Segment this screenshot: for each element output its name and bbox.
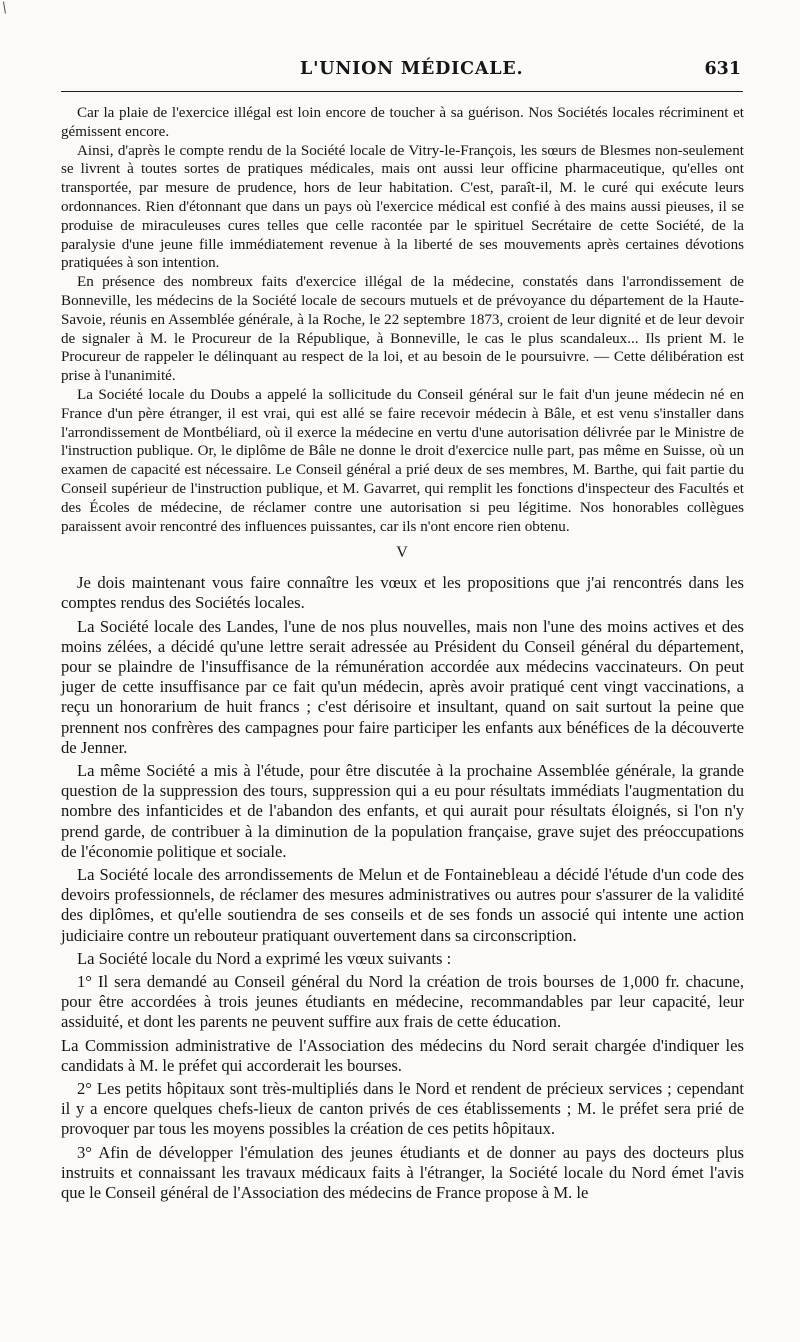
paragraph: En présence des nombreux faits d'exercice illégal de la médecine, constatés dans l'arrondissement de Bonneville, les médecins de la Société locale de secours mutuels et de prévoyance du département de la Haute-Savoie, réunis en Assemblée générale, à la Roche, le 22 septembre 1873, croient de leur dignité et de leur devoir de signaler à M. le Procureur de la République, à Bonneville, le cas le plus scandaleux... Ils prient M. le Procureur de rappeler le délinquant au respect de la loi, et au besoin de le poursuivre. — Cette délibération est prise à l'unanimité.: [61, 274, 744, 385]
article-body: [61, 104, 744, 1206]
margin-mark: \: [0, 0, 8, 17]
journal-title: L'UNION MÉDICALE.: [300, 59, 524, 79]
header-rule: [61, 91, 743, 92]
paragraph: 1° Il sera demandé au Conseil général du Nord la création de trois bourses de 1,000 fr. chacune, pour être accordées à trois jeunes étudiants en médecine, recommandables par leur capacité, leur assiduité, et dont les parents ne peuvent suffire aux frais de cette éducation.: [61, 971, 744, 1032]
paragraph: Ainsi, d'après le compte rendu de la Société locale de Vitry-le-François, les sœurs de Blesmes non-seulement se livrent à toutes sortes de pratiques médicales, mais ont aussi leur officine pharmaceutique, qu'elles ont transportée, par mesure de prudence, hors de leur habitation. C'est, paraît-il, M. le curé qui exécute leurs ordonnances. Rien d'étonnant que dans un pays où l'exercice médical est confié à des mains aussi pieuses, il se produise de miraculeuses cures telles que celle racontée par le spirituel Secrétaire de cette Société, de la paralysie d'une jeune fille immédiatement revenue à la liberté de ses mouvements après certaines dévotions pratiquées à son intention.: [61, 142, 744, 272]
paragraph: Car la plaie de l'exercice illégal est loin encore de toucher à sa guérison. Nos Sociétés locales récriminent et gémissent encore.: [61, 105, 744, 140]
paragraph: La Société locale des Landes, l'une de nos plus nouvelles, mais non l'une des moins actives et des moins zélées, a décidé qu'une lettre serait adressée au Président du Conseil général du département, pour se plaindre de l'insuffisance de la rémunération accordée aux médecins vaccinateurs. On peut juger de cette insuffisance par ce fait qu'un médecin, après avoir pratiqué cent vingt vaccinations, a reçu un honorarium de huit francs ; c'est dérisoire et insultant, quand on sait surtout la peine que prennent nos confrères des campagnes pour faire participer les enfants aux bénéfices de la découverte de Jenner.: [61, 616, 744, 757]
paragraph: Je dois maintenant vous faire connaître les vœux et les propositions que j'ai rencontrés dans les comptes rendus des Sociétés locales.: [61, 573, 744, 613]
paragraph: La même Société a mis à l'étude, pour être discutée à la prochaine Assemblée générale, la grande question de la suppression des tours, suppression qui a eu pour résultats immédiats l'augmentation du nombre des infanticides et de l'abandon des enfants, et qui aurait pour résultats éloignés, si l'on n'y prend garde, de contribuer à la diminution de la population française, grave sujet des préoccupations de l'économie politique et sociale.: [61, 760, 744, 861]
paragraph: La Société locale du Nord a exprimé les vœux suivants :: [77, 948, 452, 968]
paragraph: La Société locale des arrondissements de Melun et de Fontainebleau a décidé l'étude d'un code des devoirs professionnels, de réclamer des mesures administratives ou autres pour s'assurer de la validité des diplômes, et qu'elle soutiendra de ses conseils et de ses fonds un associé qui intente une action judiciaire contre un rebouteur pratiquant ouvertement dans sa circonscription.: [61, 864, 744, 945]
section-number: V: [396, 544, 409, 562]
paragraph: La Commission administrative de l'Association des médecins du Nord serait chargée d'indiquer les candidats à M. le préfet qui accorderait les bourses.: [61, 1035, 744, 1075]
paragraph: 2° Les petits hôpitaux sont très-multipliés dans le Nord et rendent de précieux services ; cependant il y a encore quelques chefs-lieux de canton privés de ces établissements ; M. le préfet sera prié de provoquer par tous les moyens possibles la création de ces petits hôpitaux.: [61, 1079, 744, 1139]
paragraph: 3° Afin de développer l'émulation des jeunes étudiants et de donner au pays des docteurs plus instruits et connaissant les travaux médicaux faits à l'étranger, la Société locale du Nord émet l'avis que le Conseil général de l'Association des médecins de France propose à M. le: [61, 1142, 744, 1203]
page-number: 631: [704, 59, 741, 79]
running-head: [60, 59, 745, 87]
paragraph: La Société locale du Doubs a appelé la sollicitude du Conseil général sur le fait d'un jeune médecin né en France d'un père étranger, il est vrai, qui est allé se faire recevoir médecin à Bâle, et est venu s'installer dans l'arrondissement de Montbéliard, où il exerce la médecine en vertu d'une autorisation délivrée par le Ministre de l'instruction publique. Or, le diplôme de Bâle ne donne le droit d'exercice nulle part, pas même en Suisse, où un examen de capacité est nécessaire. Le Conseil général a prié deux de ses membres, M. Barthe, qui fait partie du Conseil supérieur de l'instruction publique, et M. Gavarret, qui remplit les fonctions d'inspecteur des Facultés et des Écoles de médecine, de réclamer contre une autorisation si peu légitime. Nos honorables collègues paraissent avoir rencontré des influences puissantes, car ils n'ont encore rien obtenu.: [61, 386, 744, 535]
